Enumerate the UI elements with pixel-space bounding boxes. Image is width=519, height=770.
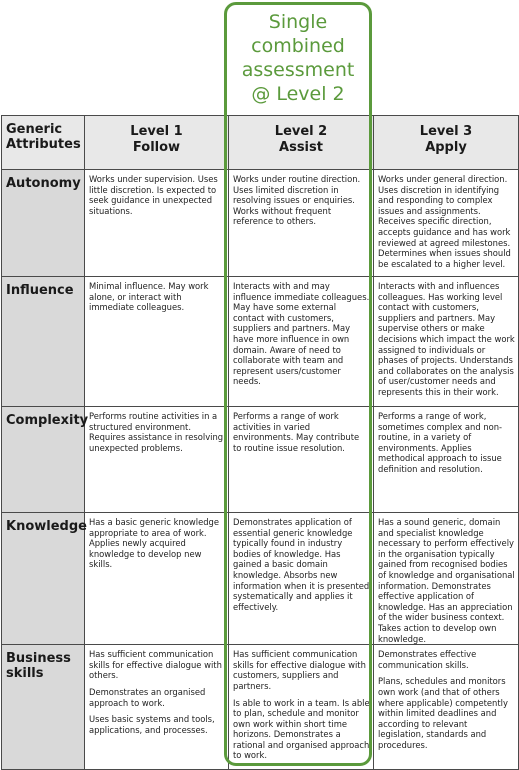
row-label-text: Autonomy: [6, 176, 81, 191]
row-label-complexity: [2, 407, 89, 513]
cell-text: Uses basic systems and tools, applications, and processes.: [89, 714, 215, 735]
cell-influence-level-3: [374, 277, 519, 407]
cell-text: Minimal influence. May work alone, or interact with immediate colleagues.: [89, 281, 209, 313]
cell-business-skills-level-1: [85, 645, 229, 770]
cell-text: Is able to work in a team. Is able to plan, schedule and monitor own work within short time horizons. Demonstrates a rational and organised approach to work.: [233, 697, 370, 761]
cell-business-skills-level-3: [374, 645, 519, 770]
cell-text: Performs a range of work activities in varied environments. May contribute to routine issue resolution.: [233, 411, 360, 453]
level-number: Level 2: [274, 124, 328, 139]
cell-knowledge-level-3: [374, 513, 519, 645]
row-label-business-skills: [2, 645, 85, 770]
header-line: Attributes: [6, 137, 81, 152]
cell-influence-level-1: [85, 277, 229, 407]
cell-complexity-level-1: [85, 407, 229, 513]
callout-line: Single: [268, 11, 328, 33]
table-row-complexity: [2, 407, 519, 513]
row-label-influence: [2, 277, 85, 407]
header-generic-attributes: [2, 116, 85, 170]
level-name: Apply: [425, 140, 467, 155]
cell-autonomy-level-3: [374, 170, 519, 277]
table-row-autonomy: [2, 170, 519, 277]
header-level-2: [229, 116, 374, 170]
cell-text: Performs a range of work, sometimes complex and non-routine, in a variety of environments. Applies methodical approach to issue definition and resolution.: [378, 411, 503, 474]
callout-label: [224, 10, 372, 106]
cell-knowledge-level-2: [229, 513, 374, 645]
cell-text: Works under routine direction. Uses limited discretion in resolving issues or enquiries. Works without frequent reference to others.: [233, 174, 361, 227]
cell-text: Has sufficient communication skills for effective dialogue with customers, suppliers and partners.: [233, 649, 366, 691]
cell-text: Has a sound generic, domain and specialist knowledge necessary to perform effectively in the organisation typically gained from recognised bodies of knowledge and organisational information. Demonstrates effective application of knowledge. Has an appreciation of the wider business context. Takes action to develop own knowledge.: [378, 517, 515, 644]
cell-autonomy-level-2: [229, 170, 374, 277]
callout-line: @ Level 2: [251, 83, 345, 105]
header-row: [2, 116, 519, 170]
table-row-business-skills: [2, 645, 519, 770]
level-number: Level 1: [130, 124, 183, 139]
cell-text: Has a basic generic knowledge appropriate to area of work. Applies newly acquired knowledge to develop new skills.: [89, 517, 220, 570]
cell-text: Works under supervision. Uses little discretion. Is expected to seek guidance in unexpected situations.: [89, 174, 218, 216]
cell-business-skills-level-2: [229, 645, 374, 770]
cell-knowledge-level-1: [85, 513, 229, 645]
cell-text: Demonstrates effective communication skills.: [378, 649, 477, 670]
cell-influence-level-2: [229, 277, 374, 407]
attributes-table: [1, 115, 519, 770]
cell-autonomy-level-1: [85, 170, 229, 277]
header-level-1: [85, 116, 229, 170]
row-label-text: Business: [6, 651, 71, 667]
cell-complexity-level-2: [229, 407, 374, 513]
row-label-knowledge: [2, 513, 85, 645]
row-label-text: skills: [6, 666, 44, 682]
table-row-influence: [2, 277, 519, 407]
cell-text: Interacts with and may influence immediate colleagues. May have some external contact with customers, suppliers and partners. May have more influence in own domain. Aware of need to collaborate with team and represent users/customer needs.: [233, 281, 370, 387]
header-level-3: [374, 116, 519, 170]
row-label-autonomy: [2, 170, 85, 277]
level-number: Level 3: [419, 124, 473, 139]
cell-text: Works under general direction. Uses discretion in identifying and responding to complex issues and assignments. Receives specific direction, accepts guidance and has work reviewed at agreed milestones. Determines when issues should be escalated to a higher level.: [378, 174, 511, 269]
table-row-knowledge: [2, 513, 519, 645]
cell-text: Demonstrates an organised approach to work.: [89, 686, 206, 708]
cell-text: Interacts with and influences colleagues. Has working level contact with customers, suppliers and partners. May supervise others or make decisions which impact the work assigned to individuals or phases of projects. Understands and collaborates on the analysis of user/customer needs and represents this in their work.: [378, 281, 515, 397]
callout-line: assessment: [241, 59, 355, 81]
cell-text: Performs routine activities in a structured environment. Requires assistance in resolving unexpected problems.: [89, 411, 224, 453]
row-label-text: Knowledge: [6, 519, 87, 534]
header-line: Generic: [6, 122, 63, 137]
row-label-text: Influence: [6, 283, 74, 298]
cell-text: Has sufficient communication skills for effective dialogue with others.: [89, 649, 222, 681]
cell-text: Demonstrates application of essential generic knowledge typically found in industry bodies of knowledge. Has gained a basic domain knowledge. Absorbs new information when it is presented systematically and applies it effectively.: [233, 517, 370, 612]
level-name: Assist: [279, 140, 323, 155]
row-label-text: Complexity: [6, 413, 89, 428]
cell-text: Plans, schedules and monitors own work (and that of others where applicable) competently within limited deadlines and according to relevant legislation, standards and procedures.: [378, 676, 508, 750]
level-name: Follow: [132, 140, 181, 155]
callout-line: combined: [251, 35, 345, 57]
cell-complexity-level-3: [374, 407, 519, 513]
